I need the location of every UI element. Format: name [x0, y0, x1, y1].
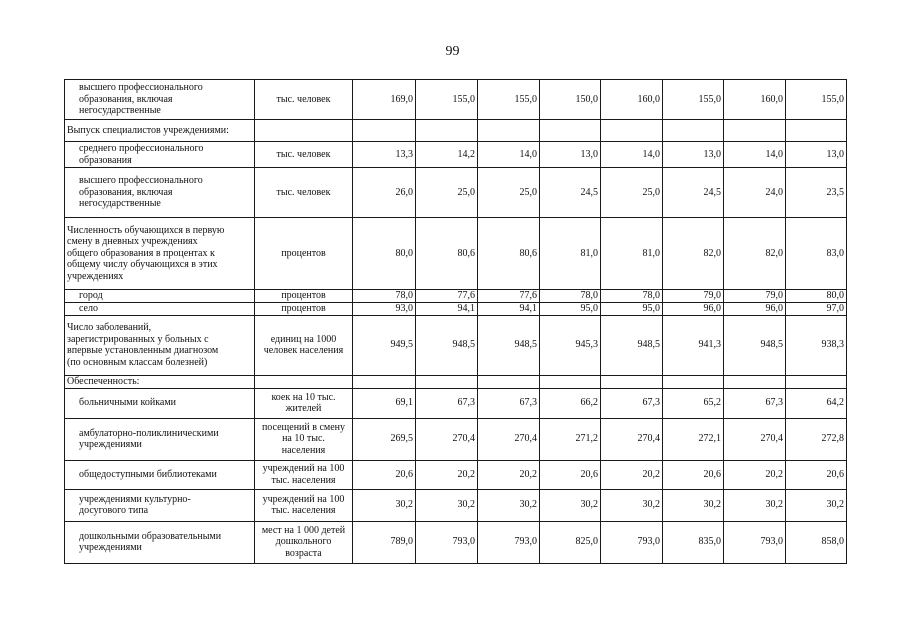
value-cell: 948,5 — [478, 315, 540, 375]
unit-text: процентов — [281, 302, 326, 314]
unit-text: возраста — [285, 547, 322, 559]
indicator-text: амбулаторно-поликлиническими — [79, 427, 219, 439]
value-cell: 270,4 — [601, 418, 663, 460]
value-cell: 13,0 — [540, 142, 601, 168]
value-cell: 83,0 — [786, 218, 847, 290]
value-cell: 30,2 — [601, 489, 663, 521]
unit-text: учреждений на 100 — [262, 493, 345, 505]
value-cell: 13,0 — [663, 142, 724, 168]
value-cell: 938,3 — [786, 315, 847, 375]
value-cell: 96,0 — [663, 302, 724, 315]
value-cell: 150,0 — [540, 80, 601, 120]
value-cell: 64,2 — [786, 388, 847, 418]
value-cell: 14,0 — [478, 142, 540, 168]
value-cell: 94,1 — [416, 302, 478, 315]
value-cell: 94,1 — [478, 302, 540, 315]
table-row — [65, 460, 847, 489]
value-cell: 20,6 — [786, 460, 847, 489]
unit-cell — [255, 302, 353, 315]
value-cell: 169,0 — [353, 80, 416, 120]
unit-cell — [255, 218, 353, 290]
unit-text: мест на 1 000 детей — [261, 524, 346, 536]
unit-cell — [255, 418, 353, 460]
value-cell: 949,5 — [353, 315, 416, 375]
indicator-text: общему числу обучающихся в этих — [67, 259, 218, 271]
value-cell: 948,5 — [724, 315, 786, 375]
value-cell: 79,0 — [724, 290, 786, 303]
indicator-cell — [65, 388, 255, 418]
indicator-cell — [65, 302, 255, 315]
table-row — [65, 302, 847, 315]
table-row — [65, 375, 847, 388]
value-cell: 24,5 — [663, 168, 724, 218]
indicator-cell — [65, 80, 255, 120]
value-cell: 30,2 — [663, 489, 724, 521]
page-number: 99 — [445, 44, 460, 59]
table-row — [65, 80, 847, 120]
table-row — [65, 290, 847, 303]
value-cell — [478, 375, 540, 388]
table-row — [65, 489, 847, 521]
table-row — [65, 388, 847, 418]
value-cell: 270,4 — [478, 418, 540, 460]
unit-cell — [255, 142, 353, 168]
indicator-text: высшего профессионального — [79, 175, 203, 187]
value-cell — [786, 120, 847, 142]
value-cell: 30,2 — [353, 489, 416, 521]
value-cell: 67,3 — [601, 388, 663, 418]
value-cell: 69,1 — [353, 388, 416, 418]
value-cell: 24,0 — [724, 168, 786, 218]
value-cell: 77,6 — [416, 290, 478, 303]
value-cell: 78,0 — [601, 290, 663, 303]
value-cell: 93,0 — [353, 302, 416, 315]
indicator-cell — [65, 375, 255, 388]
unit-cell — [255, 521, 353, 563]
value-cell: 78,0 — [353, 290, 416, 303]
value-cell: 160,0 — [724, 80, 786, 120]
unit-cell — [255, 489, 353, 521]
value-cell: 25,0 — [601, 168, 663, 218]
indicator-text: общего образования в процентах к — [67, 247, 215, 259]
unit-text: тыс. населения — [271, 474, 336, 486]
value-cell: 20,6 — [540, 460, 601, 489]
indicator-cell — [65, 218, 255, 290]
indicator-text: больничными койками — [79, 397, 177, 409]
value-cell: 82,0 — [724, 218, 786, 290]
value-cell: 81,0 — [601, 218, 663, 290]
indicator-cell — [65, 168, 255, 218]
value-cell: 835,0 — [663, 521, 724, 563]
unit-text: процентов — [281, 290, 326, 301]
value-cell: 272,1 — [663, 418, 724, 460]
value-cell — [353, 120, 416, 142]
unit-text: населения — [281, 444, 326, 456]
indicator-text: высшего профессионального — [79, 82, 203, 94]
value-cell: 80,0 — [786, 290, 847, 303]
indicator-text: учреждениями — [79, 439, 142, 450]
value-cell — [724, 120, 786, 142]
indicator-text: среднего профессионального — [79, 143, 204, 154]
unit-cell — [255, 460, 353, 489]
value-cell: 272,8 — [786, 418, 847, 460]
indicator-cell — [65, 489, 255, 521]
value-cell: 30,2 — [478, 489, 540, 521]
value-cell: 155,0 — [416, 80, 478, 120]
table-row — [65, 120, 847, 142]
value-cell: 78,0 — [540, 290, 601, 303]
unit-text: тыс. населения — [271, 505, 336, 516]
unit-text: процентов — [281, 247, 326, 259]
indicator-text: образования — [79, 154, 132, 166]
value-cell: 25,0 — [478, 168, 540, 218]
unit-cell — [255, 388, 353, 418]
table-row — [65, 142, 847, 168]
indicator-text: впервые установленным диагнозом — [67, 345, 219, 356]
indicator-text: село — [79, 302, 98, 314]
value-cell: 793,0 — [478, 521, 540, 563]
value-cell: 793,0 — [724, 521, 786, 563]
value-cell — [353, 375, 416, 388]
value-cell — [540, 120, 601, 142]
indicator-text: негосударственные — [79, 198, 161, 210]
value-cell: 95,0 — [601, 302, 663, 315]
indicator-text: учреждениями — [79, 542, 142, 553]
value-cell: 270,4 — [724, 418, 786, 460]
value-cell: 945,3 — [540, 315, 601, 375]
statistics-table — [64, 79, 847, 564]
unit-text: дошкольного — [275, 536, 332, 548]
value-cell: 269,5 — [353, 418, 416, 460]
table-row — [65, 218, 847, 290]
indicator-text: смену в дневных учреждениях — [67, 236, 198, 248]
value-cell — [416, 120, 478, 142]
value-cell: 825,0 — [540, 521, 601, 563]
table-body — [65, 80, 847, 564]
value-cell: 20,2 — [478, 460, 540, 489]
indicator-text: учреждениях — [67, 270, 124, 282]
value-cell: 30,2 — [416, 489, 478, 521]
value-cell: 77,6 — [478, 290, 540, 303]
indicator-text: образования, включая — [79, 93, 173, 105]
value-cell: 948,5 — [601, 315, 663, 375]
value-cell: 23,5 — [786, 168, 847, 218]
unit-text: жителей — [285, 403, 322, 414]
indicator-text: дошкольными образовательными — [79, 530, 222, 542]
value-cell: 80,6 — [416, 218, 478, 290]
indicator-text: (по основным классам болезней) — [67, 356, 208, 368]
indicator-text: Число заболеваний, — [67, 322, 152, 333]
value-cell — [786, 375, 847, 388]
unit-text: тыс. человек — [276, 148, 331, 160]
indicator-text: досугового типа — [79, 505, 149, 516]
table-row — [65, 521, 847, 563]
indicator-cell — [65, 418, 255, 460]
value-cell: 155,0 — [786, 80, 847, 120]
value-cell: 67,3 — [416, 388, 478, 418]
value-cell: 66,2 — [540, 388, 601, 418]
value-cell: 13,3 — [353, 142, 416, 168]
unit-cell — [255, 315, 353, 375]
value-cell: 97,0 — [786, 302, 847, 315]
unit-cell — [255, 168, 353, 218]
indicator-cell — [65, 521, 255, 563]
value-cell: 67,3 — [724, 388, 786, 418]
unit-cell — [255, 290, 353, 303]
value-cell: 30,2 — [540, 489, 601, 521]
unit-text: тыс. человек — [276, 186, 331, 198]
value-cell: 793,0 — [601, 521, 663, 563]
value-cell: 67,3 — [478, 388, 540, 418]
unit-text: посещений в смену — [261, 421, 346, 433]
value-cell: 82,0 — [663, 218, 724, 290]
indicator-text: учреждениями культурно- — [79, 493, 191, 505]
unit-cell — [255, 80, 353, 120]
unit-text: человек населения — [263, 345, 344, 356]
unit-text: коек на 10 тыс. — [271, 391, 336, 403]
value-cell: 20,2 — [724, 460, 786, 489]
indicator-cell — [65, 142, 255, 168]
value-cell: 81,0 — [540, 218, 601, 290]
value-cell — [478, 120, 540, 142]
value-cell: 20,6 — [663, 460, 724, 489]
value-cell: 271,2 — [540, 418, 601, 460]
value-cell: 155,0 — [478, 80, 540, 120]
unit-cell — [255, 120, 353, 142]
indicator-cell — [65, 460, 255, 489]
value-cell: 941,3 — [663, 315, 724, 375]
indicator-text: Обеспеченность: — [67, 375, 140, 387]
value-cell: 25,0 — [416, 168, 478, 218]
indicator-text: образования, включая — [79, 186, 173, 198]
value-cell — [601, 120, 663, 142]
indicator-text: общедоступными библиотеками — [79, 468, 217, 480]
indicator-cell — [65, 315, 255, 375]
value-cell — [663, 120, 724, 142]
indicator-text: негосударственные — [79, 105, 161, 117]
value-cell: 270,4 — [416, 418, 478, 460]
value-cell: 155,0 — [663, 80, 724, 120]
table-row — [65, 418, 847, 460]
value-cell: 20,2 — [601, 460, 663, 489]
table-row — [65, 315, 847, 375]
value-cell: 858,0 — [786, 521, 847, 563]
value-cell — [601, 375, 663, 388]
value-cell: 96,0 — [724, 302, 786, 315]
unit-text: тыс. человек — [276, 93, 331, 105]
value-cell: 793,0 — [416, 521, 478, 563]
value-cell: 80,6 — [478, 218, 540, 290]
unit-cell — [255, 375, 353, 388]
indicator-cell — [65, 290, 255, 303]
table-row — [65, 168, 847, 218]
unit-text: учреждений на 100 — [262, 463, 345, 474]
unit-text: единиц на 1000 — [270, 333, 337, 345]
unit-text: на 10 тыс. — [282, 433, 325, 445]
value-cell: 789,0 — [353, 521, 416, 563]
value-cell: 14,2 — [416, 142, 478, 168]
value-cell: 80,0 — [353, 218, 416, 290]
value-cell: 30,2 — [786, 489, 847, 521]
value-cell: 160,0 — [601, 80, 663, 120]
value-cell: 30,2 — [724, 489, 786, 521]
value-cell: 95,0 — [540, 302, 601, 315]
indicator-text: Численность обучающихся в первую — [67, 224, 225, 236]
indicator-text: Выпуск специалистов учреждениями: — [67, 124, 229, 136]
value-cell: 13,0 — [786, 142, 847, 168]
value-cell: 948,5 — [416, 315, 478, 375]
value-cell: 65,2 — [663, 388, 724, 418]
value-cell — [416, 375, 478, 388]
value-cell: 14,0 — [724, 142, 786, 168]
value-cell: 20,6 — [353, 460, 416, 489]
value-cell: 24,5 — [540, 168, 601, 218]
value-cell — [540, 375, 601, 388]
value-cell — [663, 375, 724, 388]
value-cell — [724, 375, 786, 388]
value-cell: 26,0 — [353, 168, 416, 218]
value-cell: 20,2 — [416, 460, 478, 489]
value-cell: 79,0 — [663, 290, 724, 303]
value-cell: 14,0 — [601, 142, 663, 168]
indicator-text: зарегистрированных у больных с — [67, 333, 209, 345]
indicator-text: город — [79, 290, 103, 301]
indicator-cell — [65, 120, 255, 142]
